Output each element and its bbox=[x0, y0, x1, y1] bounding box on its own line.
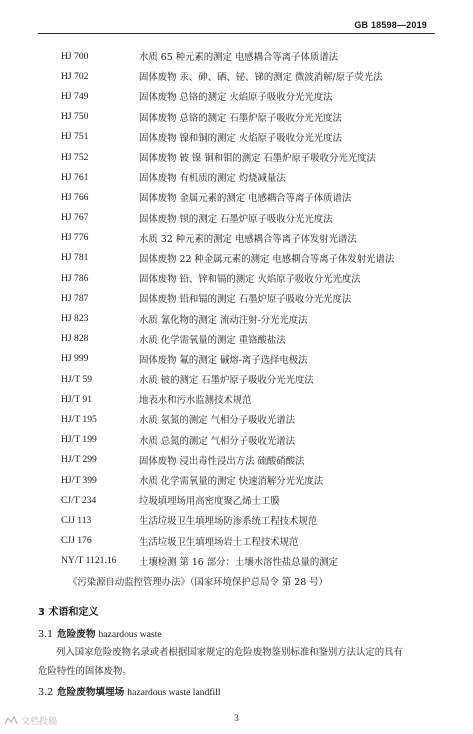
term-definition bbox=[38, 643, 440, 681]
reference-row bbox=[61, 187, 441, 207]
reference-title: 固体废物 钡的测定 石墨炉原子吸收分光光度法 bbox=[139, 213, 333, 225]
reference-title: 水质 32 种元素的测定 电感耦合等离子体发射光谱法 bbox=[139, 233, 357, 245]
reference-code: HJ 750 bbox=[61, 111, 89, 123]
reference-title: 固体废物 总铬的测定 石墨炉原子吸收分光光度法 bbox=[139, 112, 342, 124]
reference-row bbox=[61, 450, 441, 470]
reference-title: 水质 氰化物的测定 流动注射-分光光度法 bbox=[139, 314, 308, 326]
reference-row bbox=[61, 147, 441, 167]
reference-row bbox=[61, 228, 441, 248]
normative-references-list bbox=[61, 46, 441, 571]
reference-row bbox=[61, 208, 441, 228]
reference-code: CJJ 113 bbox=[61, 514, 92, 526]
reference-title: 水质 铍的测定 石墨炉原子吸收分光光度法 bbox=[139, 375, 314, 387]
reference-title: 土壤检测 第 16 部分：土壤水溶性盐总量的测定 bbox=[139, 556, 338, 568]
watermark bbox=[4, 714, 57, 727]
reference-code: HJ 776 bbox=[61, 232, 89, 244]
reference-row bbox=[61, 510, 441, 530]
reference-row bbox=[61, 470, 441, 490]
reference-row bbox=[61, 329, 441, 349]
term-english: hazardous waste bbox=[98, 629, 162, 640]
reference-code: HJ/T 399 bbox=[61, 474, 97, 486]
reference-title: 固体废物 铍 镍 铜和钼的测定 石墨炉原子吸收分光光度法 bbox=[139, 153, 376, 165]
reference-title: 垃圾填埋场用高密度聚乙烯土工膜 bbox=[139, 496, 280, 508]
reference-row bbox=[61, 127, 441, 147]
term-chinese: 危险废物 bbox=[57, 629, 96, 640]
reference-code: HJ 766 bbox=[61, 191, 89, 203]
reference-row bbox=[61, 531, 441, 551]
reference-title: 水质 化学需氧量的测定 重铬酸盐法 bbox=[139, 334, 286, 346]
reference-code: HJ 700 bbox=[61, 50, 89, 62]
reference-title: 固体废物 总铬的测定 火焰原子吸收分光光度法 bbox=[139, 92, 333, 104]
reference-title: 固体废物 金属元素的测定 电感耦合等离子体质谱法 bbox=[139, 193, 352, 205]
reference-row bbox=[61, 369, 441, 389]
reference-code: HJ 702 bbox=[61, 70, 89, 82]
term-number: 3.1 bbox=[38, 629, 54, 640]
reference-code: HJ 749 bbox=[61, 90, 89, 102]
reference-code: HJ 751 bbox=[61, 131, 89, 143]
reference-row bbox=[61, 288, 441, 308]
definition-line: 列入国家危险废物名录或者根据国家规定的危险废物鉴别标准和鉴别方法认定的具有 bbox=[56, 647, 403, 658]
reference-row bbox=[61, 107, 441, 127]
reference-title: 固体废物 铅、锌和镉的测定 火焰原子吸收分光光度法 bbox=[139, 274, 361, 286]
reference-title: 水质 化学需氧量的测定 快速消解分光光度法 bbox=[139, 476, 324, 488]
reference-row bbox=[61, 46, 441, 66]
reference-row bbox=[61, 308, 441, 328]
reference-title: 固体废物 有机质的测定 灼烧减量法 bbox=[139, 173, 286, 185]
standard-code-header: GB 18598—2019 bbox=[354, 20, 427, 30]
reference-title: 固体废物 镍和铜的测定 火焰原子吸收分光光度法 bbox=[139, 132, 342, 144]
reference-code: CJ/T 234 bbox=[61, 494, 97, 506]
reference-row bbox=[61, 409, 441, 429]
reference-code: HJ 767 bbox=[61, 212, 89, 224]
reference-row bbox=[61, 268, 441, 288]
reference-row bbox=[61, 66, 441, 86]
reference-code: HJ 786 bbox=[61, 272, 89, 284]
reference-row bbox=[61, 389, 441, 409]
reference-code: HJ/T 59 bbox=[61, 373, 93, 385]
reference-code: HJ 761 bbox=[61, 171, 89, 183]
reference-code: HJ 828 bbox=[61, 333, 89, 345]
reference-row bbox=[61, 349, 441, 369]
reference-code: HJ 823 bbox=[61, 313, 89, 325]
header-rule bbox=[38, 33, 435, 34]
reference-code: HJ 752 bbox=[61, 151, 89, 163]
reference-row bbox=[61, 430, 441, 450]
reference-code: HJ 781 bbox=[61, 252, 89, 264]
reference-title: 生活垃圾卫生填埋场防渗系统工程技术规范 bbox=[139, 516, 318, 528]
reference-code: CJJ 176 bbox=[61, 535, 92, 547]
reference-row bbox=[61, 167, 441, 187]
reference-title: 固体废物 22 种金属元素的测定 电感耦合等离子体发射光谱法 bbox=[139, 253, 395, 265]
reference-title: 固体废物 氟的测定 碱熔-离子选择电极法 bbox=[139, 354, 308, 366]
reference-code: HJ/T 199 bbox=[61, 434, 97, 446]
reference-code: NY/T 1121.16 bbox=[61, 555, 117, 567]
watermark-logo-icon bbox=[4, 716, 18, 726]
reference-title: 水质 65 种元素的测定 电感耦合等离子体质谱法 bbox=[139, 52, 338, 64]
term-heading bbox=[38, 626, 162, 640]
reference-title: 水质 总氮的测定 气相分子吸收光谱法 bbox=[139, 435, 295, 447]
reference-row bbox=[61, 551, 441, 571]
term-number: 3.2 bbox=[38, 687, 54, 698]
page-number: 3 bbox=[234, 713, 239, 723]
term-heading bbox=[38, 684, 221, 698]
reference-title: 固体废物 汞、砷、硒、铋、锑的测定 微波消解/原子荧光法 bbox=[139, 72, 383, 84]
extra-reference: 《污染源自动监控管理办法》（国家环境保护总局令 第 28 号） bbox=[68, 577, 328, 588]
reference-code: HJ/T 195 bbox=[61, 413, 97, 425]
reference-title: 地表水和污水监测技术规范 bbox=[139, 395, 252, 407]
reference-title: 固体废物 浸出毒性浸出方法 硫酸硝酸法 bbox=[139, 455, 305, 467]
section-heading: 3 术语和定义 bbox=[38, 607, 99, 618]
reference-code: HJ/T 91 bbox=[61, 393, 93, 405]
reference-code: HJ 787 bbox=[61, 292, 89, 304]
term-chinese: 危险废物填埋场 bbox=[57, 687, 125, 698]
definition-line: 危险特性的固体废物。 bbox=[38, 666, 132, 677]
reference-row bbox=[61, 248, 441, 268]
reference-title: 水质 氨氮的测定 气相分子吸收光谱法 bbox=[139, 415, 295, 427]
watermark-text: 文档投稿 bbox=[21, 717, 58, 727]
reference-row bbox=[61, 490, 441, 510]
term-english: hazardous waste landfill bbox=[127, 687, 221, 698]
reference-code: HJ/T 299 bbox=[61, 454, 97, 466]
reference-title: 固体废物 铅和镉的测定 石墨炉原子吸收分光光度法 bbox=[139, 294, 352, 306]
reference-code: HJ 999 bbox=[61, 353, 89, 365]
reference-title: 生活垃圾卫生填埋场岩土工程技术规范 bbox=[139, 536, 299, 548]
reference-row bbox=[61, 86, 441, 106]
